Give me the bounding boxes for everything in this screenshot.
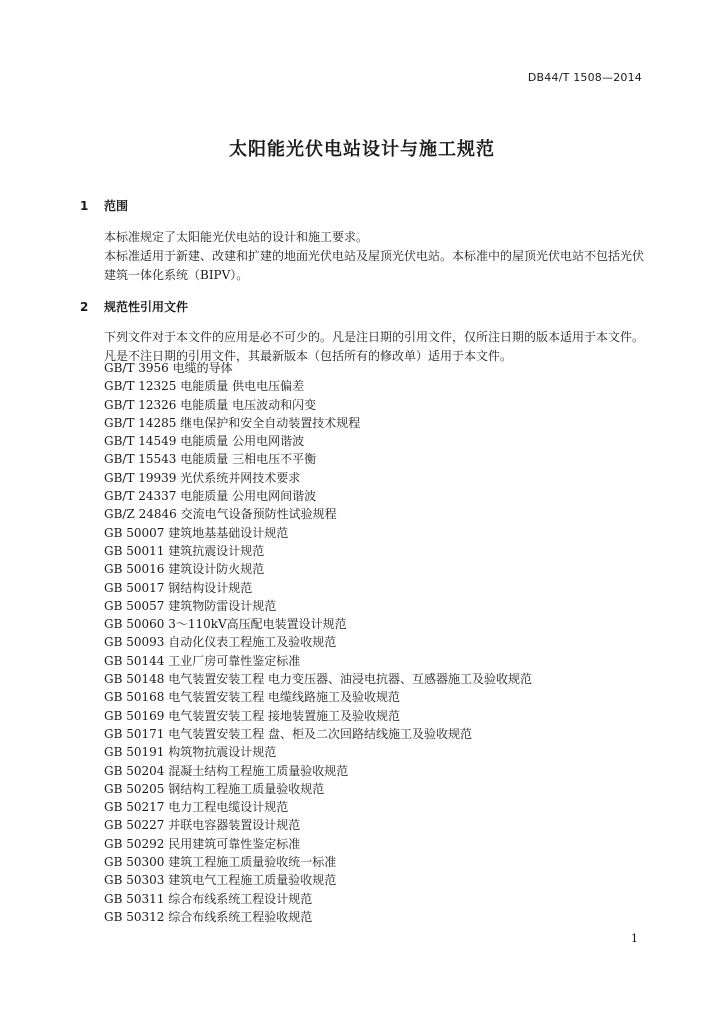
reference-item: GB/T 19939 光伏系统并网技术要求 [104,470,301,485]
reference-item: GB 50016 建筑设计防火规范 [104,562,265,577]
scope-paragraph-2: 本标准适用于新建、改建和扩建的地面光伏电站及屋顶光伏电站。本标准中的屋顶光伏电站不包括光伏建筑一体化系统（BIPV）。 [104,249,645,282]
reference-item: GB/T 12325 电能质量 供电电压偏差 [104,379,305,394]
reference-item: GB/T 12326 电能质量 电压波动和闪变 [104,397,317,412]
reference-item: GB/T 14285 继电保护和安全自动装置技术规程 [104,415,361,430]
section-heading-scope [80,197,128,214]
reference-item: GB/Z 24846 交流电气设备预防性试验规程 [104,507,337,522]
reference-item: GB 50169 电气装置安装工程 接地装置施工及验收规范 [104,708,401,723]
reference-item: GB 50007 建筑地基基础设计规范 [104,525,289,540]
reference-item: GB 50217 电力工程电缆设计规范 [104,800,289,815]
reference-item: GB 50171 电气装置安装工程 盘、柜及二次回路结线施工及验收规范 [104,726,473,741]
section-number: 2 [80,300,89,314]
reference-item: GB/T 24337 电能质量 公用电网间谐波 [104,489,317,504]
reference-item: GB 50093 自动化仪表工程施工及验收规范 [104,635,337,650]
reference-item: GB/T 15543 电能质量 三相电压不平衡 [104,452,317,467]
scope-paragraph-1: 本标准规定了太阳能光伏电站的设计和施工要求。 [104,230,369,244]
reference-item: GB 50303 建筑电气工程施工质量验收规范 [104,873,337,888]
reference-list [104,359,532,926]
page-number: 1 [631,932,638,945]
section-number: 1 [80,199,89,213]
reference-item: GB 50300 建筑工程施工质量验收统一标准 [104,855,337,870]
reference-item: GB 50191 构筑物抗震设计规范 [104,745,277,760]
reference-item: GB 50204 混凝土结构工程施工质量验收规范 [104,763,349,778]
reference-item: GB 50017 钢结构设计规范 [104,580,253,595]
reference-item: GB 50227 并联电容器装置设计规范 [104,818,301,833]
document-title: 太阳能光伏电站设计与施工规范 [229,139,495,160]
reference-item: GB 50060 3～110kV高压配电装置设计规范 [104,617,347,632]
standard-code: DB44/T 1508—2014 [527,71,642,84]
reference-item: GB 50144 工业厂房可靠性鉴定标准 [104,653,301,668]
reference-item: GB 50311 综合布线系统工程设计规范 [104,891,313,906]
reference-item: GB 50292 民用建筑可靠性鉴定标准 [104,836,301,851]
reference-item: GB 50011 建筑抗震设计规范 [104,543,265,558]
reference-item: GB/T 3956 电缆的导体 [104,361,233,375]
reference-item: GB 50312 综合布线系统工程验收规范 [104,909,313,924]
references-intro-paragraph: 下列文件对于本文件的应用是必不可少的。凡是注日期的引用文件，仅所注日期的版本适用于本文件。凡是不注日期的引用文件，其最新版本（包括所有的修改单）适用于本文件。 [104,330,645,363]
section-title: 范围 [104,199,129,213]
reference-item: GB 50168 电气装置安装工程 电缆线路施工及验收规范 [104,690,401,705]
reference-item: GB 50057 建筑物防雷设计规范 [104,598,277,613]
section-heading-normative-references [80,298,188,315]
reference-item: GB 50148 电气装置安装工程 电力变压器、油浸电抗器、互感器施工及验收规范 [104,672,533,687]
reference-item: GB/T 14549 电能质量 公用电网谐波 [104,434,305,449]
reference-item: GB 50205 钢结构工程施工质量验收规范 [104,781,325,796]
section-title: 规范性引用文件 [104,300,189,314]
